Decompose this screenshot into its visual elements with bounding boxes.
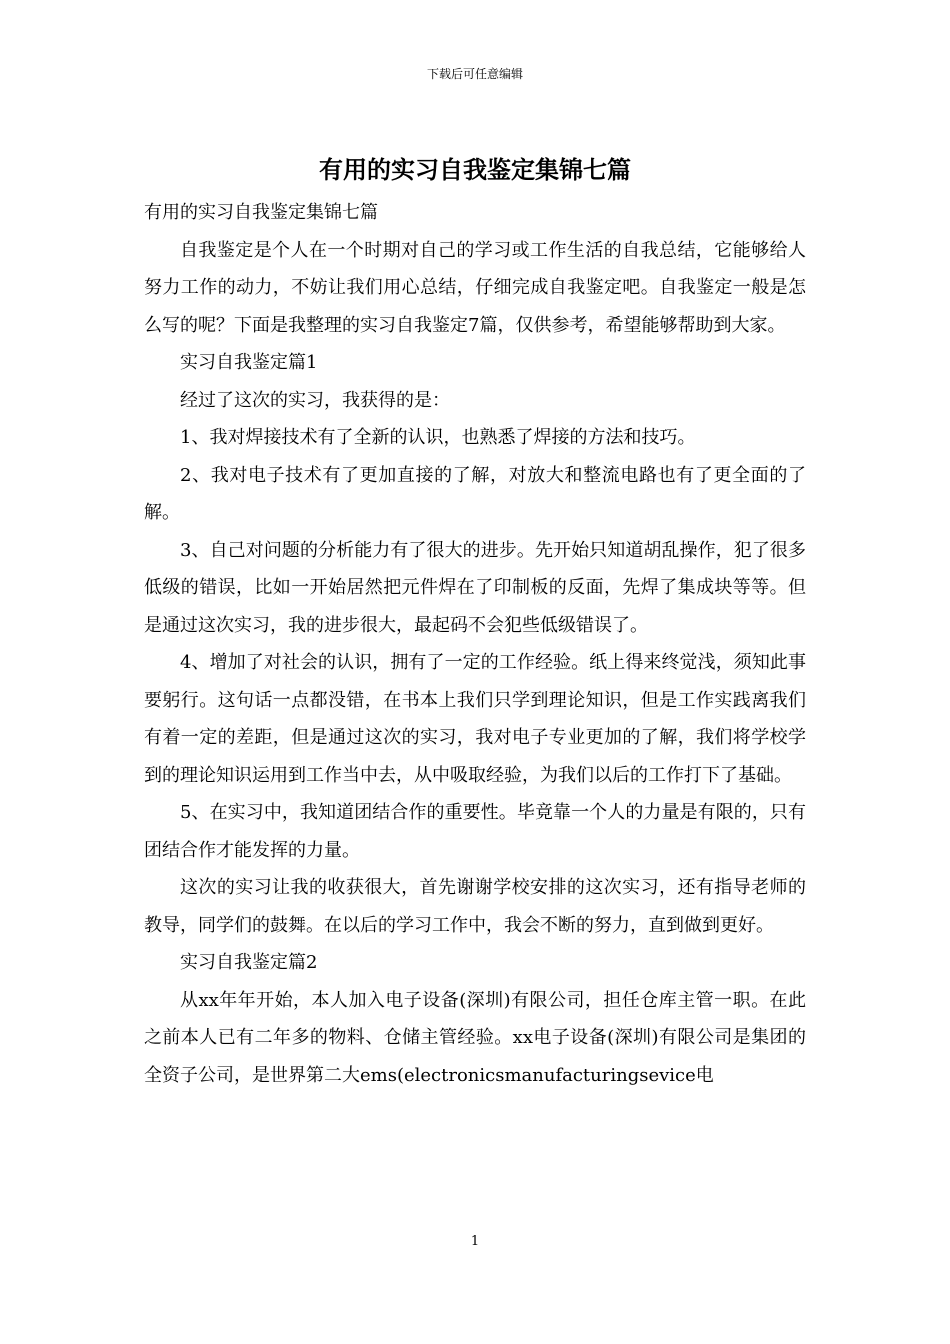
list-item: 5、在实习中，我知道团结合作的重要性。毕竟靠一个人的力量是有限的，只有团结合作才能发挥的力量。: [144, 802, 806, 861]
document-title: 有用的实习自我鉴定集锦七篇: [319, 155, 631, 184]
page-number: 1: [470, 1234, 480, 1249]
list-item: 1、我对焊接技术有了全新的认识，也熟悉了焊接的方法和技巧。: [180, 427, 696, 448]
document-body: [144, 194, 806, 1094]
list-item: 4、增加了对社会的认识，拥有了一定的工作经验。纸上得来终觉浅，须知此事要躬行。这句话一点都没错，在书本上我们只学到理论知识，但是工作实践离我们有着一定的差距，但是通过这次的实习，我对电子专业更加的了解，我们将学校学到的理论知识运用到工作当中去，从中吸取经验，为我们以后的工作打下了基础。: [144, 652, 806, 786]
page-header: 下载后可任意编辑: [426, 67, 523, 81]
body-paragraph: 这次的实习让我的收获很大，首先谢谢学校安排的这次实习，还有指导老师的教导，同学们的鼓舞。在以后的学习工作中，我会不断的努力，直到做到更好。: [144, 877, 806, 936]
section-heading: 实习自我鉴定篇2: [180, 952, 318, 973]
body-paragraph: 自我鉴定是个人在一个时期对自己的学习或工作生活的自我总结，它能够给人努力工作的动力，不妨让我们用心总结，仔细完成自我鉴定吧。自我鉴定一般是怎么写的呢？下面是我整理的实习自我鉴定7篇，仅供参考，希望能够帮助到大家。: [144, 239, 806, 336]
list-item: 2、我对电子技术有了更加直接的了解，对放大和整流电路也有了更全面的了解。: [144, 464, 806, 523]
section-heading: 实习自我鉴定篇1: [180, 352, 318, 373]
body-paragraph-subtitle: 有用的实习自我鉴定集锦七篇: [144, 202, 378, 223]
body-paragraph: 从xx年年开始，本人加入电子设备(深圳)有限公司，担任仓库主管一职。在此之前本人已有二年多的物料、仓储主管经验。xx电子设备(深圳)有限公司是集团的全资子公司，是世界第二大ems(electronicsmanufacturingsevice电: [144, 989, 806, 1086]
list-item: 3、自己对问题的分析能力有了很大的进步。先开始只知道胡乱操作，犯了很多低级的错误，比如一开始居然把元件焊在了印制板的反面，先焊了集成块等等。但是通过这次实习，我的进步很大，最起码不会犯些低级错误了。: [144, 539, 806, 636]
body-paragraph: 经过了这次的实习，我获得的是：: [180, 389, 450, 411]
